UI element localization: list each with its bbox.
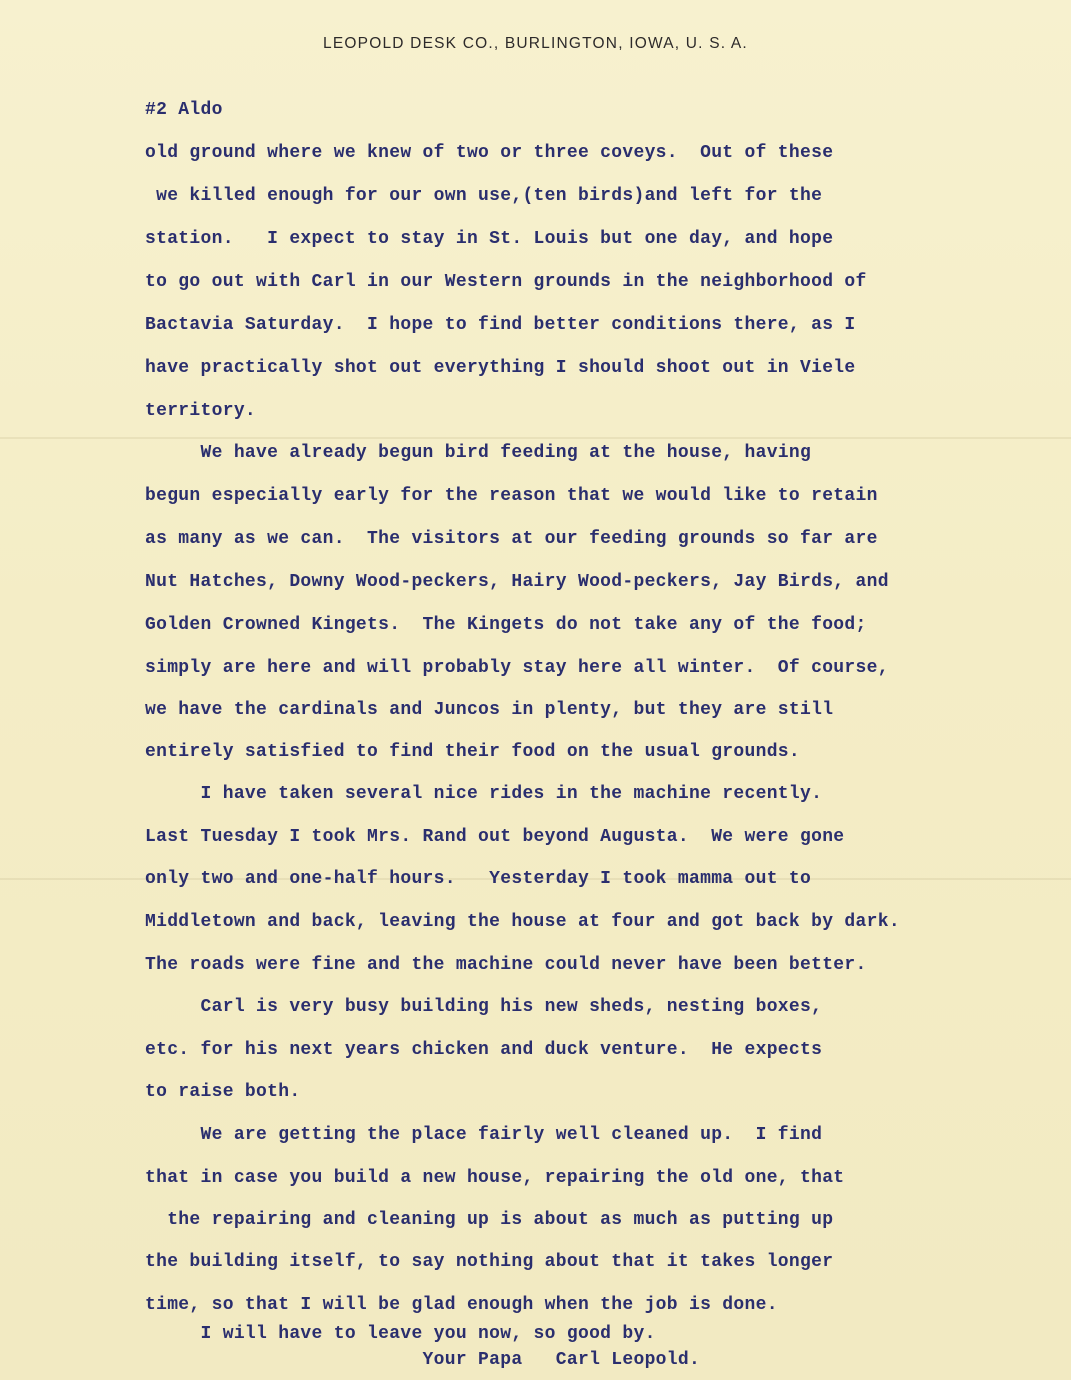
letter-line: Nut Hatches, Downy Wood-peckers, Hairy Wood-peckers, Jay Birds, and	[145, 572, 889, 592]
letter-line: The roads were fine and the machine could never have been better.	[145, 955, 867, 975]
letter-line: only two and one-half hours. Yesterday I took mamma out to	[145, 869, 812, 889]
letter-line: We have already begun bird feeding at the house, having	[145, 443, 812, 463]
letter-line: We are getting the place fairly well cleaned up. I find	[145, 1125, 823, 1145]
letter-line: that in case you build a new house, repairing the old one, that	[145, 1168, 845, 1188]
paper-fold-line	[0, 437, 1071, 439]
letter-line: territory.	[145, 401, 257, 421]
letter-line: as many as we can. The visitors at our feeding grounds so far are	[145, 529, 878, 549]
letter-line: etc. for his next years chicken and duck venture. He expects	[145, 1040, 823, 1060]
letter-line: to raise both.	[145, 1082, 301, 1102]
letter-line: the repairing and cleaning up is about as much as putting up	[145, 1210, 834, 1230]
letter-line: to go out with Carl in our Western grounds in the neighborhood of	[145, 272, 867, 292]
letter-line: old ground where we knew of two or three coveys. Out of these	[145, 143, 834, 163]
letter-line: we have the cardinals and Juncos in plenty, but they are still	[145, 700, 834, 720]
letter-line: simply are here and will probably stay here all winter. Of course,	[145, 658, 889, 678]
letter-line: Carl is very busy building his new sheds, nesting boxes,	[145, 997, 823, 1017]
letter-line: begun especially early for the reason that we would like to retain	[145, 486, 878, 506]
letter-line: I will have to leave you now, so good by.	[145, 1324, 656, 1344]
letter-line: Middletown and back, leaving the house at four and got back by dark.	[145, 912, 900, 932]
letter-line: entirely satisfied to find their food on the usual grounds.	[145, 742, 801, 762]
letterhead: LEOPOLD DESK CO., BURLINGTON, IOWA, U. S. A.	[323, 35, 748, 52]
letter-line: we killed enough for our own use,(ten birds)and left for the	[145, 186, 823, 206]
signature-line: Your Papa Carl Leopold.	[145, 1350, 701, 1370]
letter-line: Last Tuesday I took Mrs. Rand out beyond Augusta. We were gone	[145, 827, 845, 847]
letter-line: Bactavia Saturday. I hope to find better conditions there, as I	[145, 315, 856, 335]
letter-line: station. I expect to stay in St. Louis but one day, and hope	[145, 229, 834, 249]
letter-line: I have taken several nice rides in the machine recently.	[145, 784, 823, 804]
letter-line: Golden Crowned Kingets. The Kingets do not take any of the food;	[145, 615, 867, 635]
letter-line: have practically shot out everything I should shoot out in Viele	[145, 358, 856, 378]
page-label: #2 Aldo	[145, 100, 223, 120]
letter-line: time, so that I will be glad enough when the job is done.	[145, 1295, 778, 1315]
letter-line: the building itself, to say nothing about that it takes longer	[145, 1252, 834, 1272]
